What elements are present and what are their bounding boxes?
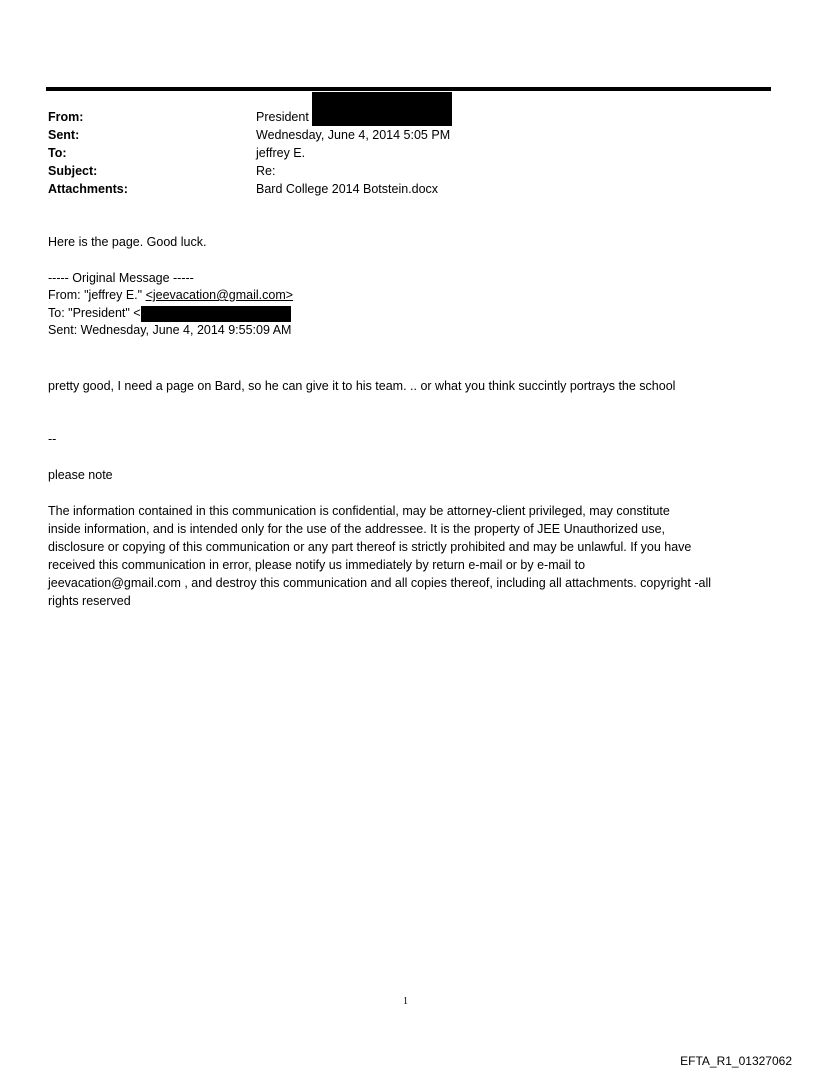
original-from-line (48, 287, 293, 304)
attachment-filename: Bard College 2014 Botstein.docx (256, 182, 439, 196)
page-number: 1 (403, 996, 408, 1007)
from-label: From: (48, 110, 84, 124)
subject-label: Subject: (48, 164, 98, 178)
redaction-box (312, 92, 452, 126)
header-rule (46, 87, 771, 91)
disclaimer-line: The information contained in this communication is confidential, may be attorney-client privileged, may constitute (48, 504, 670, 518)
original-from-email: <jeevacation@gmail.com> (145, 288, 294, 302)
original-message-marker: ----- Original Message ----- (48, 271, 194, 285)
sent-value: Wednesday, June 4, 2014 5:05 PM (256, 128, 451, 142)
disclaimer-line: received this communication in error, please notify us immediately by return e-mail or by e-mail to (48, 558, 586, 572)
sent-label: Sent: (48, 128, 80, 142)
document-id-footer: EFTA_R1_01327062 (680, 1054, 792, 1068)
from-value (256, 108, 452, 126)
original-sent-line: Sent: Wednesday, June 4, 2014 9:55:09 AM (48, 323, 292, 337)
signature-separator: -- (48, 432, 57, 446)
attachments-label: Attachments: (48, 182, 128, 196)
disclaimer-line: rights reserved (48, 594, 131, 608)
reply-text: Here is the page. Good luck. (48, 235, 207, 249)
redaction-box (141, 306, 291, 322)
disclaimer-line: disclosure or copying of this communication or any part thereof is strictly prohibited and may be unlawful. If you have (48, 540, 692, 554)
original-to-prefix: To: "President" < (48, 306, 141, 320)
to-label: To: (48, 146, 67, 160)
disclaimer-paragraph (48, 502, 773, 610)
subject-value: Re: (256, 164, 276, 178)
disclaimer-line: jeevacation@gmail.com , and destroy this communication and all copies thereof, including all attachments. copyright -all (48, 576, 712, 590)
from-name: President (256, 110, 309, 124)
please-note-text: please note (48, 468, 113, 482)
original-from-prefix: From: "jeffrey E." (48, 288, 146, 302)
disclaimer-line: inside information, and is intended only for the use of the addressee. It is the property of JEE Unauthorized use, (48, 522, 666, 536)
original-to-line (48, 305, 291, 322)
message-text: pretty good, I need a page on Bard, so he can give it to his team. .. or what you think succintly portrays the school (48, 379, 676, 393)
to-value: jeffrey E. (256, 146, 306, 160)
